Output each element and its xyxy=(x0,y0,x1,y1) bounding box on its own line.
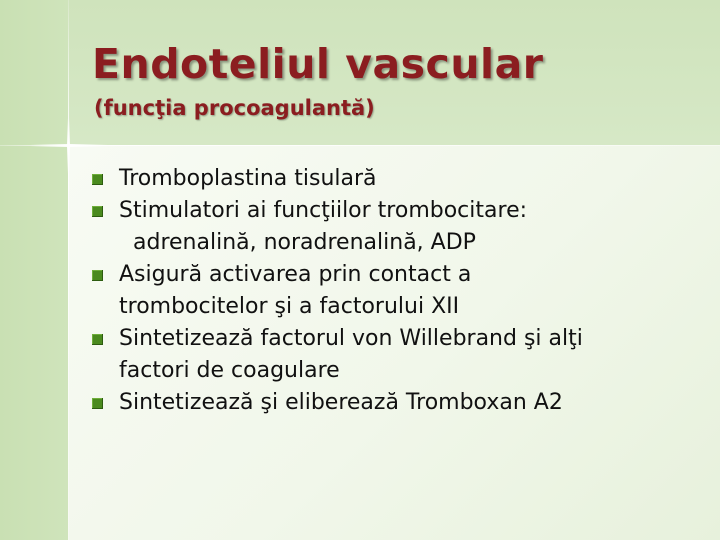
slide-title: Endoteliul vascular xyxy=(92,40,544,88)
sparkle-horizontal xyxy=(30,144,108,147)
bullet-text-continuation: adrenalină, noradrenalină, ADP xyxy=(133,230,476,255)
bullet-list xyxy=(92,163,692,419)
bullet-text: Sintetizează şi eliberează Tromboxan A2 xyxy=(119,390,563,415)
bullet-text: Stimulatori ai funcţiilor trombocitare: xyxy=(119,198,528,223)
bullet-item xyxy=(92,163,692,195)
bullet-text: Sintetizează factorul von Willebrand şi alţi xyxy=(119,326,583,351)
square-bullet-icon xyxy=(92,398,103,409)
bullet-text: Tromboplastina tisulară xyxy=(119,166,377,191)
square-bullet-icon xyxy=(92,334,103,345)
square-bullet-icon xyxy=(92,270,103,281)
bullet-text-continuation: factori de coagulare xyxy=(119,358,340,383)
bullet-text-continuation: trombocitelor şi a factorului XII xyxy=(119,294,460,319)
bullet-text: Asigură activarea prin contact a xyxy=(119,262,472,287)
square-bullet-icon xyxy=(92,174,103,185)
bullet-item xyxy=(92,323,692,387)
slide-subtitle: (funcţia procoagulantă) xyxy=(94,96,375,120)
bullet-item xyxy=(92,259,692,323)
left-decor-band xyxy=(0,0,68,540)
decor-horizontal-line xyxy=(0,145,720,146)
decor-vertical-line xyxy=(68,0,69,540)
bullet-item xyxy=(92,387,692,419)
square-bullet-icon xyxy=(92,206,103,217)
bullet-item xyxy=(92,195,692,259)
